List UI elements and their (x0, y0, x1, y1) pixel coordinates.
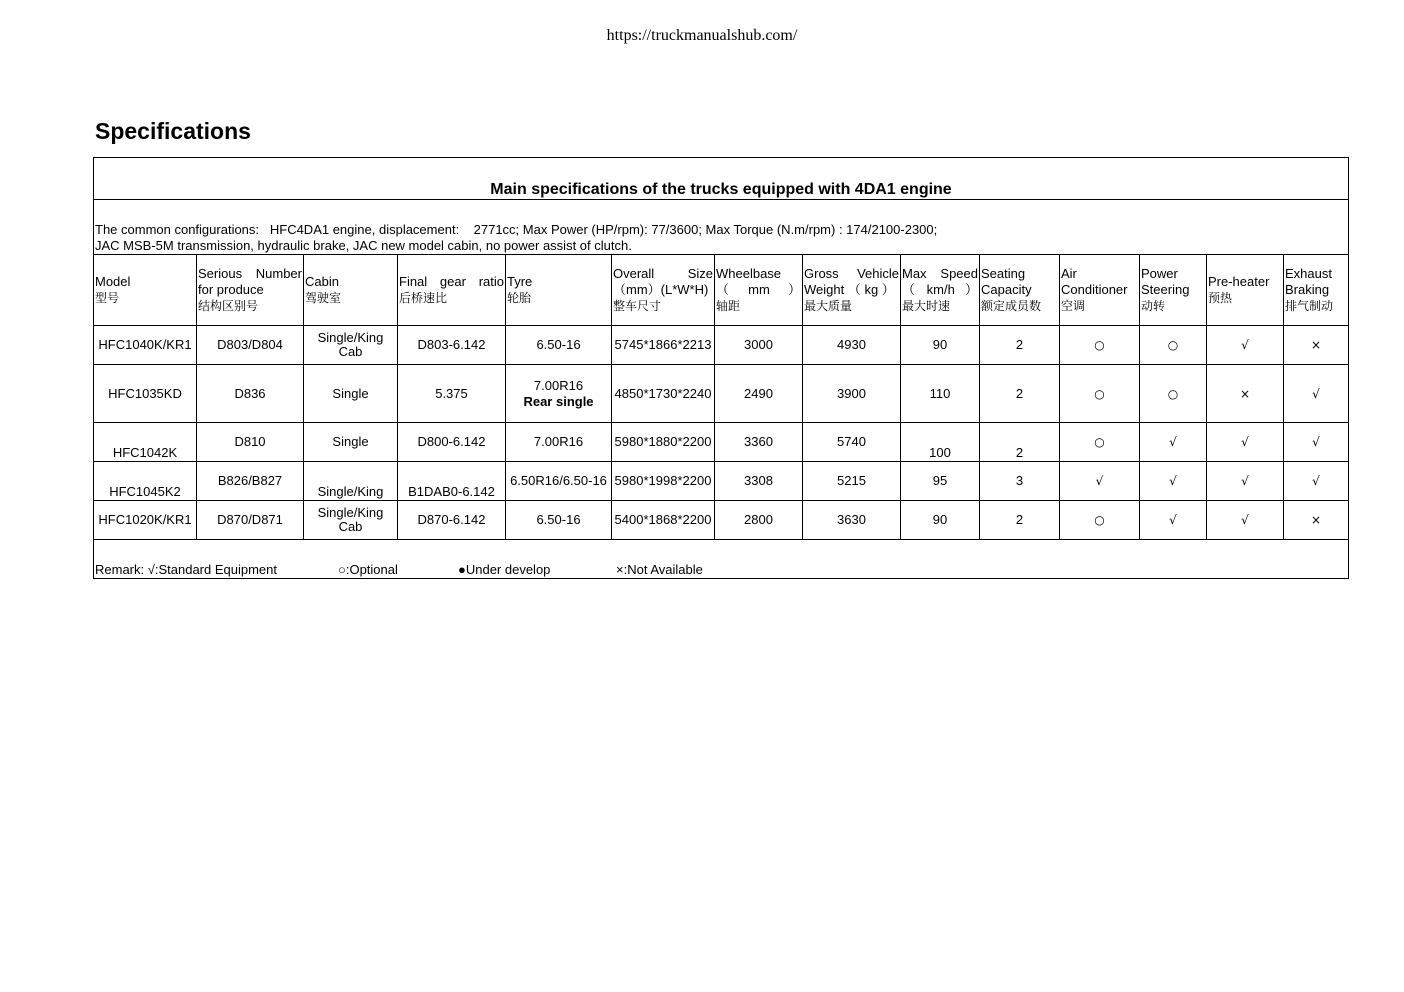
cell-tyre: 6.50-16 (506, 501, 612, 540)
cell-cabin: Single (304, 423, 398, 462)
remark-legend (94, 540, 1349, 579)
cell-model: HFC1045K2 (94, 462, 197, 501)
cell-serial: D870/D871 (197, 501, 304, 540)
header-exhaust-braking: Exhaust Braking 排气制动 (1284, 255, 1349, 326)
table-title: Main specifications of the trucks equipped with 4DA1 engine (94, 158, 1349, 200)
header-final-gear-ratio: Final gear ratio 后桥速比 (398, 255, 506, 326)
cell-speed: 110 (901, 365, 980, 423)
cell-air-conditioner: ○ (1060, 365, 1140, 423)
cell-model: HFC1035KD (94, 365, 197, 423)
cell-tyre: 7.00R16 Rear single (506, 365, 612, 423)
header-seating-capacity: Seating Capacity 额定成员数 (980, 255, 1060, 326)
common-configurations (94, 200, 1349, 255)
cell-cabin: Single/King Cab (304, 326, 398, 365)
cell-size: 4850*1730*2240 (612, 365, 715, 423)
remark-optional: ○:Optional (338, 562, 398, 577)
remark-standard: Remark: √:Standard Equipment (95, 562, 277, 577)
table-row (94, 501, 1349, 540)
page-heading: Specifications (95, 118, 251, 144)
cell-weight: 5215 (803, 462, 901, 501)
cell-ratio: D800-6.142 (398, 423, 506, 462)
cell-cabin: Single (304, 365, 398, 423)
cell-power-steering: √ (1140, 462, 1207, 501)
header-max-speed: Max Speed （ km/h ） 最大时速 (901, 255, 980, 326)
cell-air-conditioner: √ (1060, 462, 1140, 501)
cell-wheelbase: 3308 (715, 462, 803, 501)
table-row (94, 423, 1349, 462)
cell-serial: D810 (197, 423, 304, 462)
cell-air-conditioner: ○ (1060, 501, 1140, 540)
cell-ratio: D870-6.142 (398, 501, 506, 540)
cell-pre-heater: √ (1207, 501, 1284, 540)
header-model: Model 型号 (94, 255, 197, 326)
cell-pre-heater: √ (1207, 326, 1284, 365)
cell-ratio: B1DAB0-6.142 (398, 462, 506, 501)
header-row (94, 255, 1349, 326)
header-wheelbase: Wheelbase （ mm ） 轴距 (715, 255, 803, 326)
cell-size: 5980*1880*2200 (612, 423, 715, 462)
common-configurations-line-1: The common configurations: HFC4DA1 engine, displacement: 2771cc; Max Power (HP/rpm): 77/3600; Max Torque (N.m/rpm) : 174/2100-2300; (95, 222, 938, 237)
common-configurations-line-2: JAC MSB-5M transmission, hydraulic brake, JAC new model cabin, no power assist of clutch. (95, 238, 632, 253)
cell-seats: 2 (980, 501, 1060, 540)
cell-serial: D803/D804 (197, 326, 304, 365)
cell-pre-heater: × (1207, 365, 1284, 423)
cell-weight: 4930 (803, 326, 901, 365)
cell-model: HFC1040K/KR1 (94, 326, 197, 365)
cell-weight: 3630 (803, 501, 901, 540)
specifications-table (93, 157, 1349, 579)
header-tyre: Tyre 轮胎 (506, 255, 612, 326)
header-serial: Serious Number for produce 结构区别号 (197, 255, 304, 326)
cell-serial: B826/B827 (197, 462, 304, 501)
cell-size: 5980*1998*2200 (612, 462, 715, 501)
cell-tyre: 6.50-16 (506, 326, 612, 365)
cell-pre-heater: √ (1207, 423, 1284, 462)
header-air-conditioner: Air Conditioner 空调 (1060, 255, 1140, 326)
header-cabin: Cabin 驾驶室 (304, 255, 398, 326)
cell-air-conditioner: ○ (1060, 326, 1140, 365)
cell-seats: 2 (980, 365, 1060, 423)
cell-weight: 5740 (803, 423, 901, 462)
cell-power-steering: ○ (1140, 365, 1207, 423)
cell-wheelbase: 2490 (715, 365, 803, 423)
cell-exhaust-braking: × (1284, 326, 1349, 365)
cell-power-steering: ○ (1140, 326, 1207, 365)
cell-serial: D836 (197, 365, 304, 423)
remark-under-develop: ●Under develop (458, 562, 551, 577)
cell-cabin: Single/King Cab (304, 501, 398, 540)
header-gross-vehicle-weight: Gross Vehicle Weight （ kg ） 最大质量 (803, 255, 901, 326)
cell-speed: 100 (901, 423, 980, 462)
cell-exhaust-braking: × (1284, 501, 1349, 540)
cell-wheelbase: 3360 (715, 423, 803, 462)
cell-seats: 2 (980, 326, 1060, 365)
cell-seats: 3 (980, 462, 1060, 501)
cell-size: 5745*1866*2213 (612, 326, 715, 365)
cell-weight: 3900 (803, 365, 901, 423)
cell-size: 5400*1868*2200 (612, 501, 715, 540)
cell-model: HFC1020K/KR1 (94, 501, 197, 540)
page-url: https://truckmanualshub.com/ (606, 27, 798, 44)
cell-pre-heater: √ (1207, 462, 1284, 501)
cell-ratio: 5.375 (398, 365, 506, 423)
cell-tyre: 7.00R16 (506, 423, 612, 462)
header-pre-heater: Pre-heater 预热 (1207, 255, 1284, 326)
cell-exhaust-braking: √ (1284, 365, 1349, 423)
cell-model: HFC1042K (94, 423, 197, 462)
cell-ratio: D803-6.142 (398, 326, 506, 365)
cell-speed: 90 (901, 326, 980, 365)
table-row (94, 326, 1349, 365)
cell-tyre: 6.50R16/6.50-16 (506, 462, 612, 501)
cell-speed: 95 (901, 462, 980, 501)
cell-speed: 90 (901, 501, 980, 540)
header-overall-size: Overall Size （mm）(L*W*H) 整车尺寸 (612, 255, 715, 326)
table-row (94, 462, 1349, 501)
cell-air-conditioner: ○ (1060, 423, 1140, 462)
cell-wheelbase: 3000 (715, 326, 803, 365)
header-power-steering: Power Steering 动转 (1140, 255, 1207, 326)
cell-cabin: Single/King (304, 462, 398, 501)
table-row (94, 365, 1349, 423)
remark-not-available: ×:Not Available (616, 562, 703, 577)
cell-exhaust-braking: √ (1284, 462, 1349, 501)
cell-power-steering: √ (1140, 423, 1207, 462)
cell-wheelbase: 2800 (715, 501, 803, 540)
cell-power-steering: √ (1140, 501, 1207, 540)
cell-seats: 2 (980, 423, 1060, 462)
cell-exhaust-braking: √ (1284, 423, 1349, 462)
